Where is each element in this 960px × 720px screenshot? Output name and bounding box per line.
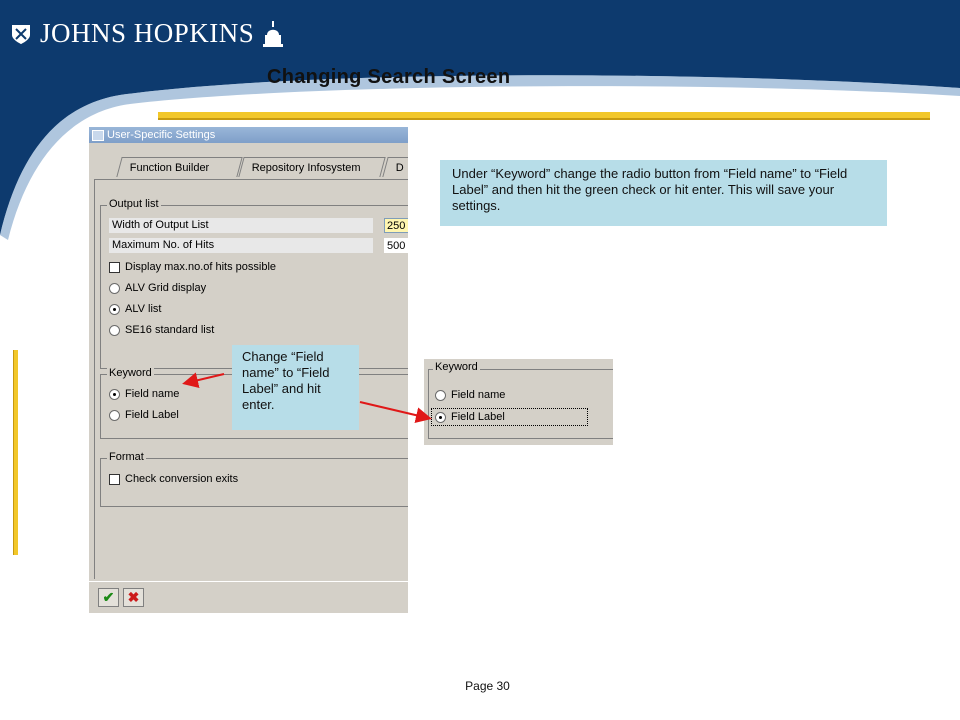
alv-list-row[interactable]: [109, 303, 161, 315]
page-number: Page 30: [465, 679, 510, 693]
display-max-hits-label: Display max.no.of hits possible: [125, 261, 277, 273]
alv-grid-row[interactable]: [109, 282, 206, 294]
format-group: [100, 451, 408, 507]
johns-hopkins-logo: [10, 18, 284, 49]
inset-field-name-label: Field name: [451, 389, 506, 401]
dome-building-icon: [262, 21, 284, 47]
check-conversion-row[interactable]: [109, 473, 238, 485]
alv-list-radio[interactable]: [109, 304, 120, 315]
inset-field-label-label: Field Label: [451, 411, 505, 423]
tabstrip: [89, 151, 408, 179]
check-icon: ✔: [102, 589, 115, 605]
field-label-radio[interactable]: [109, 410, 120, 421]
keyword-zoom-inset: [424, 359, 613, 445]
logo-text: JOHNS HOPKINS: [40, 18, 255, 48]
se16-label: SE16 standard list: [125, 324, 215, 336]
keyword-title: Keyword: [109, 367, 152, 379]
tab-d[interactable]: D: [382, 157, 408, 177]
field-name-radio[interactable]: [109, 389, 120, 400]
width-output-input[interactable]: 250: [384, 218, 408, 233]
display-max-hits-checkbox[interactable]: [109, 262, 120, 273]
format-title: Format: [109, 451, 144, 463]
dialog-titlebar: [89, 127, 408, 143]
inset-keyword-group: [428, 361, 613, 439]
field-label-row[interactable]: [109, 409, 179, 421]
slide-title: Changing Search Screen: [267, 66, 511, 88]
alv-list-label: ALV list: [125, 303, 162, 315]
window-icon: [92, 130, 104, 141]
dialog-title: User-Specific Settings: [107, 129, 216, 141]
output-list-title: Output list: [109, 198, 159, 210]
inset-field-name-radio[interactable]: [435, 390, 446, 401]
alv-grid-radio[interactable]: [109, 283, 120, 294]
green-check-button[interactable]: [98, 588, 119, 607]
inset-field-label-radio[interactable]: [435, 412, 446, 423]
display-max-hits-row[interactable]: [109, 261, 276, 273]
change-field-callout: Change “Field name” to “Field Label” and hit enter.: [232, 345, 359, 430]
max-hits-input[interactable]: 500: [384, 238, 408, 253]
tab-repository-infosystem[interactable]: Repository Infosystem: [238, 157, 385, 177]
tab-function-builder[interactable]: Function Builder: [116, 157, 242, 177]
cancel-button[interactable]: [123, 588, 144, 607]
check-conversion-label: Check conversion exits: [125, 473, 239, 485]
dialog-button-bar: [89, 581, 408, 613]
field-label-label: Field Label: [125, 409, 179, 421]
se16-radio[interactable]: [109, 325, 120, 336]
field-name-row[interactable]: [109, 388, 179, 400]
shield-icon: [10, 23, 32, 45]
max-hits-label: Maximum No. of Hits: [109, 238, 373, 253]
field-name-label: Field name: [125, 388, 180, 400]
inset-field-name-row[interactable]: [435, 389, 505, 401]
alv-grid-label: ALV Grid display: [125, 282, 207, 294]
inset-field-label-row[interactable]: [435, 411, 505, 423]
decorative-gold-bar: [13, 350, 18, 555]
instruction-callout: Under “Keyword” change the radio button from “Field name” to “Field Label” and then hit the green check or hit enter. This will save your settings.: [440, 160, 887, 226]
se16-row[interactable]: [109, 324, 214, 336]
close-icon: ✖: [127, 589, 140, 605]
width-output-label: Width of Output List: [109, 218, 373, 233]
check-conversion-checkbox[interactable]: [109, 474, 120, 485]
inset-keyword-title: Keyword: [435, 361, 478, 373]
